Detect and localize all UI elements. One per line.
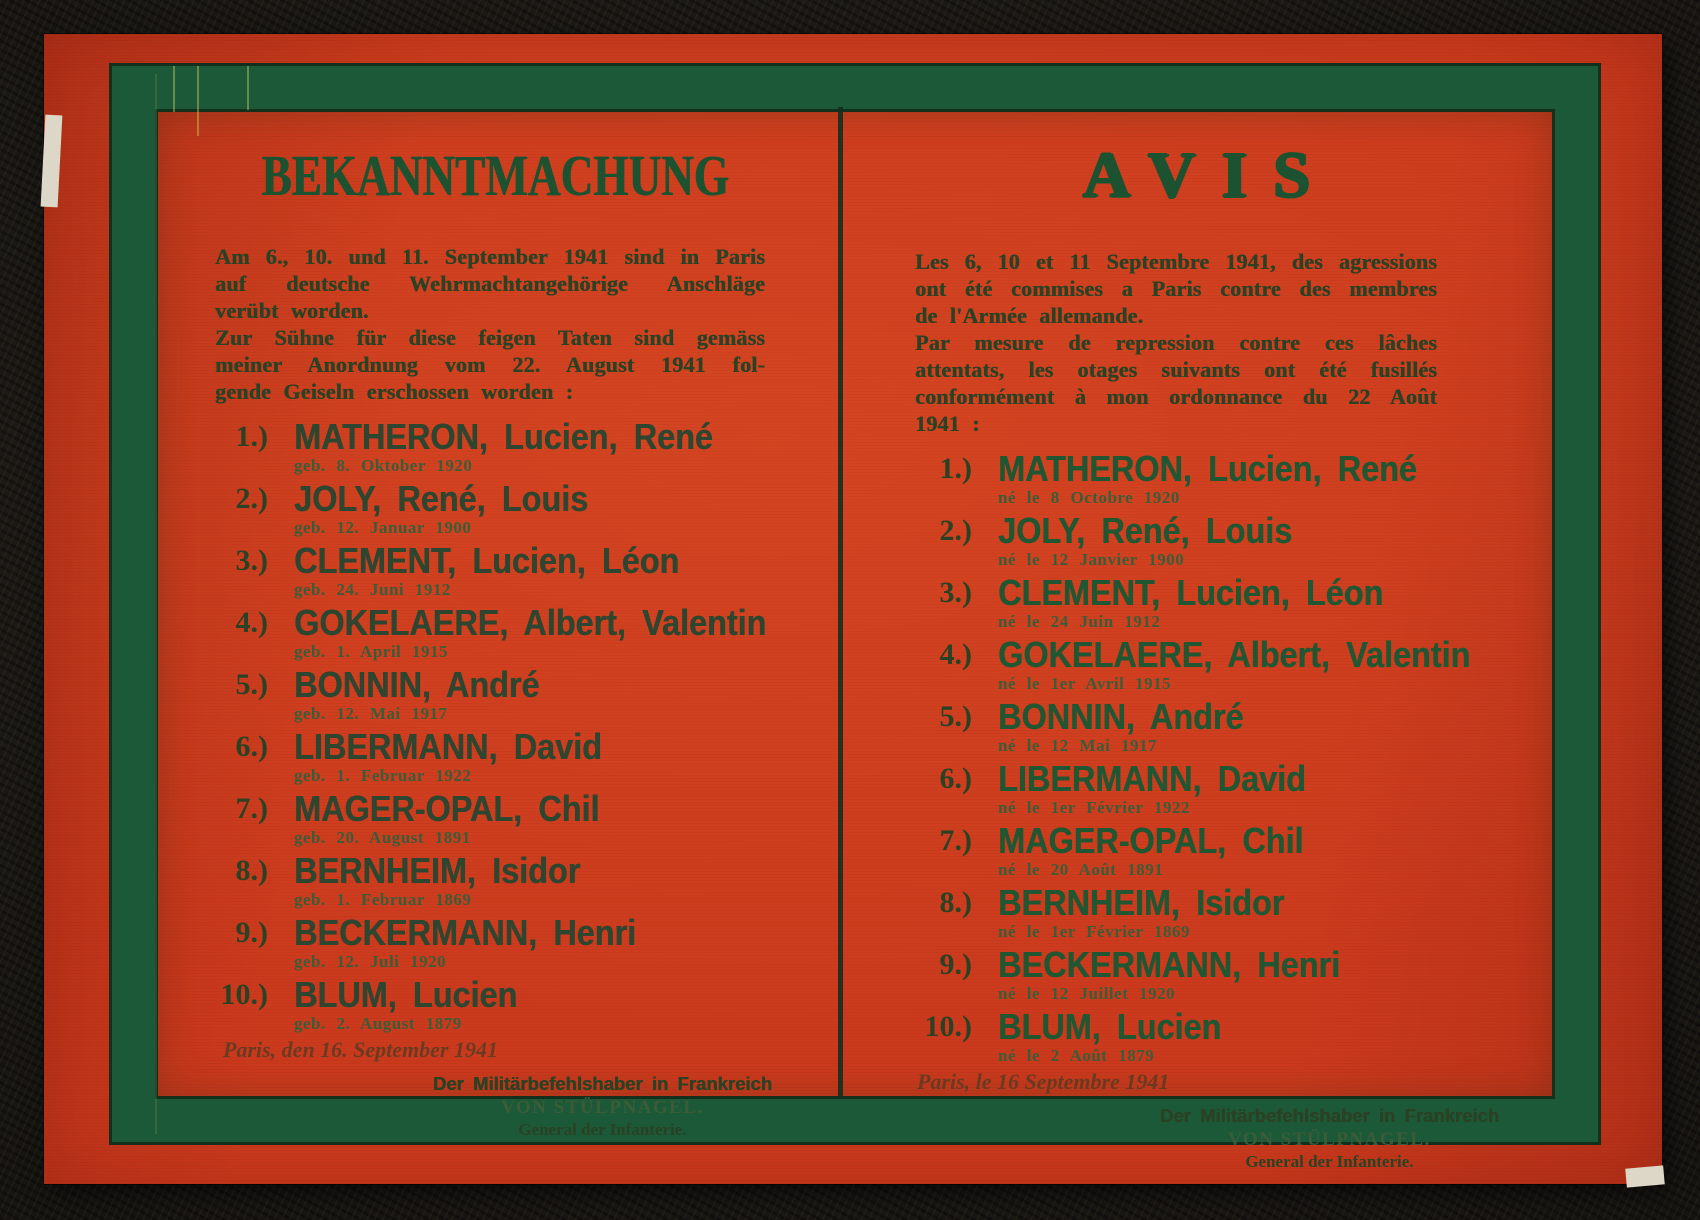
entry-number: 1.) bbox=[235, 419, 268, 453]
hostage-name: BECKERMANN, Henri bbox=[294, 911, 637, 953]
entry-text bbox=[998, 759, 1340, 817]
entry-text bbox=[294, 479, 621, 537]
hostage-entry bbox=[914, 449, 1549, 507]
entry-text bbox=[998, 945, 1378, 1003]
entry-number: 2.) bbox=[939, 514, 972, 548]
hostage-name: MATHERON, Lucien, René bbox=[998, 448, 1417, 490]
german-dateline: Paris, den 16. September 1941 bbox=[223, 1036, 498, 1062]
birth-date: né le 20 Août 1891 bbox=[998, 860, 1164, 880]
entry-number: 7.) bbox=[939, 824, 972, 858]
hostage-entry bbox=[210, 975, 838, 1033]
entry-text bbox=[294, 417, 759, 475]
birth-date: geb. 8. Oktober 1920 bbox=[294, 455, 473, 475]
birth-date: geb. 1. April 1915 bbox=[294, 641, 449, 661]
birth-date: né le 1er Février 1922 bbox=[998, 798, 1191, 818]
entry-number: 4.) bbox=[939, 638, 972, 672]
birth-date: geb. 1. Februar 1922 bbox=[294, 765, 472, 785]
hostage-entry bbox=[210, 851, 838, 909]
german-hostage-list bbox=[210, 417, 838, 1033]
paragraph-line: Les 6, 10 et 11 Septembre 1941, des agressions bbox=[915, 249, 1437, 275]
german-paragraph-1 bbox=[215, 243, 765, 324]
birth-date: geb. 12. Januar 1900 bbox=[294, 517, 472, 537]
birth-date: né le 1er Février 1869 bbox=[998, 922, 1191, 942]
birth-date: geb. 1. Februar 1869 bbox=[294, 889, 472, 909]
german-paragraph-2 bbox=[215, 324, 765, 405]
german-column bbox=[152, 108, 838, 1140]
birth-date: né le 1er Avril 1915 bbox=[998, 674, 1172, 694]
paragraph-line: Am 6., 10. und 11. September 1941 sind in Paris bbox=[215, 243, 765, 269]
hostage-name: BONNIN, André bbox=[294, 663, 540, 705]
entry-text bbox=[998, 449, 1463, 507]
hostage-entry bbox=[914, 573, 1549, 631]
entry-text bbox=[998, 821, 1337, 879]
hostage-entry bbox=[914, 635, 1549, 693]
hostage-name: MAGER-OPAL, Chil bbox=[998, 820, 1304, 862]
hostage-name: BERNHEIM, Isidor bbox=[998, 882, 1285, 924]
hostage-name: MAGER-OPAL, Chil bbox=[294, 787, 600, 829]
hostage-name: JOLY, René, Louis bbox=[998, 510, 1293, 552]
entry-number: 8.) bbox=[235, 853, 268, 887]
birth-date: né le 12 Janvier 1900 bbox=[998, 550, 1185, 570]
hostage-name: LIBERMANN, David bbox=[998, 758, 1306, 800]
hostage-entry bbox=[210, 603, 838, 661]
birth-date: geb. 12. Mai 1917 bbox=[294, 703, 448, 723]
hostage-entry bbox=[210, 417, 838, 475]
paragraph-line: ont été commises a Paris contre des membres bbox=[915, 276, 1437, 302]
french-hostage-list bbox=[914, 449, 1549, 1065]
entry-number: 7.) bbox=[235, 791, 268, 825]
signature-rank: General der Infanterie. bbox=[518, 1119, 687, 1139]
entry-text bbox=[294, 975, 542, 1033]
hostage-entry bbox=[914, 1007, 1549, 1065]
birth-date: né le 12 Juillet 1920 bbox=[998, 984, 1176, 1004]
entry-text bbox=[294, 913, 674, 971]
german-title: BEKANNTMACHUNG bbox=[261, 143, 729, 208]
signature-name: VON STÜLPNAGEL. bbox=[1228, 1129, 1431, 1151]
entry-number: 5.) bbox=[235, 667, 268, 701]
entry-text bbox=[294, 851, 612, 909]
entry-text bbox=[294, 727, 636, 785]
hostage-name: BERNHEIM, Isidor bbox=[294, 849, 581, 891]
paragraph-line: attentats, les otages suivants ont été fusillés bbox=[915, 357, 1437, 383]
hostage-entry bbox=[914, 759, 1549, 817]
hostage-name: BLUM, Lucien bbox=[998, 1006, 1222, 1048]
birth-date: geb. 20. August 1891 bbox=[294, 827, 471, 847]
french-paragraph-1 bbox=[915, 248, 1437, 329]
french-column bbox=[843, 108, 1549, 1172]
german-signature-block bbox=[433, 1071, 772, 1140]
hostage-entry bbox=[914, 697, 1549, 755]
entry-text bbox=[294, 789, 633, 847]
entry-number: 9.) bbox=[235, 915, 268, 949]
hostage-name: JOLY, René, Louis bbox=[294, 477, 589, 519]
entry-number: 2.) bbox=[235, 481, 268, 515]
signature-name: VON STÜLPNAGEL. bbox=[501, 1096, 704, 1118]
paragraph-line: gende Geiseln erschossen worden : bbox=[215, 378, 574, 404]
entry-text bbox=[294, 541, 722, 599]
hostage-name: LIBERMANN, David bbox=[294, 725, 602, 767]
entry-number: 3.) bbox=[939, 576, 972, 610]
paragraph-line: de l'Armée allemande. bbox=[915, 303, 1144, 329]
poster bbox=[44, 34, 1662, 1184]
entry-text bbox=[998, 511, 1325, 569]
entry-text bbox=[998, 697, 1271, 755]
hostage-entry bbox=[210, 789, 838, 847]
hostage-entry bbox=[914, 883, 1549, 941]
entry-text bbox=[294, 603, 819, 661]
entry-number: 4.) bbox=[235, 605, 268, 639]
birth-date: geb. 12. Juli 1920 bbox=[294, 951, 447, 971]
signature-title: Der Militärbefehlshaber in Frankreich bbox=[1159, 1105, 1499, 1127]
torn-corner-top-left bbox=[41, 115, 63, 208]
hostage-name: GOKELAERE, Albert, Valentin bbox=[294, 601, 767, 643]
hostage-entry bbox=[210, 727, 838, 785]
entry-text bbox=[998, 573, 1426, 631]
entry-number: 3.) bbox=[235, 543, 268, 577]
paragraph-line: Zur Sühne für diese feigen Taten sind gemäss bbox=[215, 324, 765, 350]
hostage-name: BONNIN, André bbox=[998, 696, 1244, 738]
hostage-entry bbox=[914, 945, 1549, 1003]
hostage-name: CLEMENT, Lucien, Léon bbox=[294, 539, 680, 581]
signature-title: Der Militärbefehlshaber in Frankreich bbox=[432, 1072, 772, 1094]
scratch-mark bbox=[247, 66, 249, 110]
hostage-entry bbox=[210, 913, 838, 971]
hostage-name: MATHERON, Lucien, René bbox=[294, 415, 713, 457]
birth-date: né le 8 Octobre 1920 bbox=[998, 488, 1180, 508]
entry-number: 6.) bbox=[235, 729, 268, 763]
entry-text bbox=[998, 1007, 1246, 1065]
hostage-entry bbox=[914, 511, 1549, 569]
paragraph-line: conformément à mon ordonnance du 22 Août 1941 : bbox=[915, 384, 1437, 437]
entry-number: 5.) bbox=[939, 700, 972, 734]
entry-number: 6.) bbox=[939, 762, 972, 796]
birth-date: geb. 24. Juni 1912 bbox=[294, 579, 451, 599]
french-dateline: Paris, le 16 Septembre 1941 bbox=[917, 1069, 1170, 1095]
paragraph-line: meiner Anordnung vom 22. August 1941 fol- bbox=[215, 351, 765, 377]
entry-text bbox=[294, 665, 567, 723]
entry-number: 1.) bbox=[939, 452, 972, 486]
hostage-name: CLEMENT, Lucien, Léon bbox=[998, 572, 1384, 614]
signature-rank: General der Infanterie. bbox=[1245, 1152, 1414, 1172]
entry-number: 10.) bbox=[220, 977, 268, 1011]
torn-corner-bottom-right bbox=[1625, 1165, 1665, 1187]
hostage-entry bbox=[210, 479, 838, 537]
paragraph-line: auf deutsche Wehrmachtangehörige Anschläge bbox=[215, 270, 765, 296]
entry-number: 8.) bbox=[939, 886, 972, 920]
french-title: AVIS bbox=[1082, 139, 1336, 212]
birth-date: geb. 2. August 1879 bbox=[294, 1013, 462, 1033]
hostage-name: BECKERMANN, Henri bbox=[998, 944, 1341, 986]
hostage-name: GOKELAERE, Albert, Valentin bbox=[998, 634, 1471, 676]
entry-text bbox=[998, 883, 1316, 941]
entry-number: 10.) bbox=[924, 1010, 972, 1044]
hostage-name: BLUM, Lucien bbox=[294, 973, 518, 1015]
french-paragraph-2 bbox=[915, 329, 1437, 437]
scratch-mark bbox=[173, 66, 175, 112]
hostage-entry bbox=[210, 665, 838, 723]
hostage-entry bbox=[914, 821, 1549, 879]
birth-date: né le 12 Mai 1917 bbox=[998, 736, 1158, 756]
entry-text bbox=[998, 635, 1523, 693]
french-signature-block bbox=[1160, 1103, 1499, 1172]
paragraph-line: Par mesure de repression contre ces lâches bbox=[915, 330, 1437, 356]
birth-date: né le 24 Juin 1912 bbox=[998, 612, 1161, 632]
paragraph-line: verübt worden. bbox=[215, 297, 369, 323]
hostage-entry bbox=[210, 541, 838, 599]
entry-number: 9.) bbox=[939, 948, 972, 982]
birth-date: né le 2 Août 1879 bbox=[998, 1046, 1155, 1066]
